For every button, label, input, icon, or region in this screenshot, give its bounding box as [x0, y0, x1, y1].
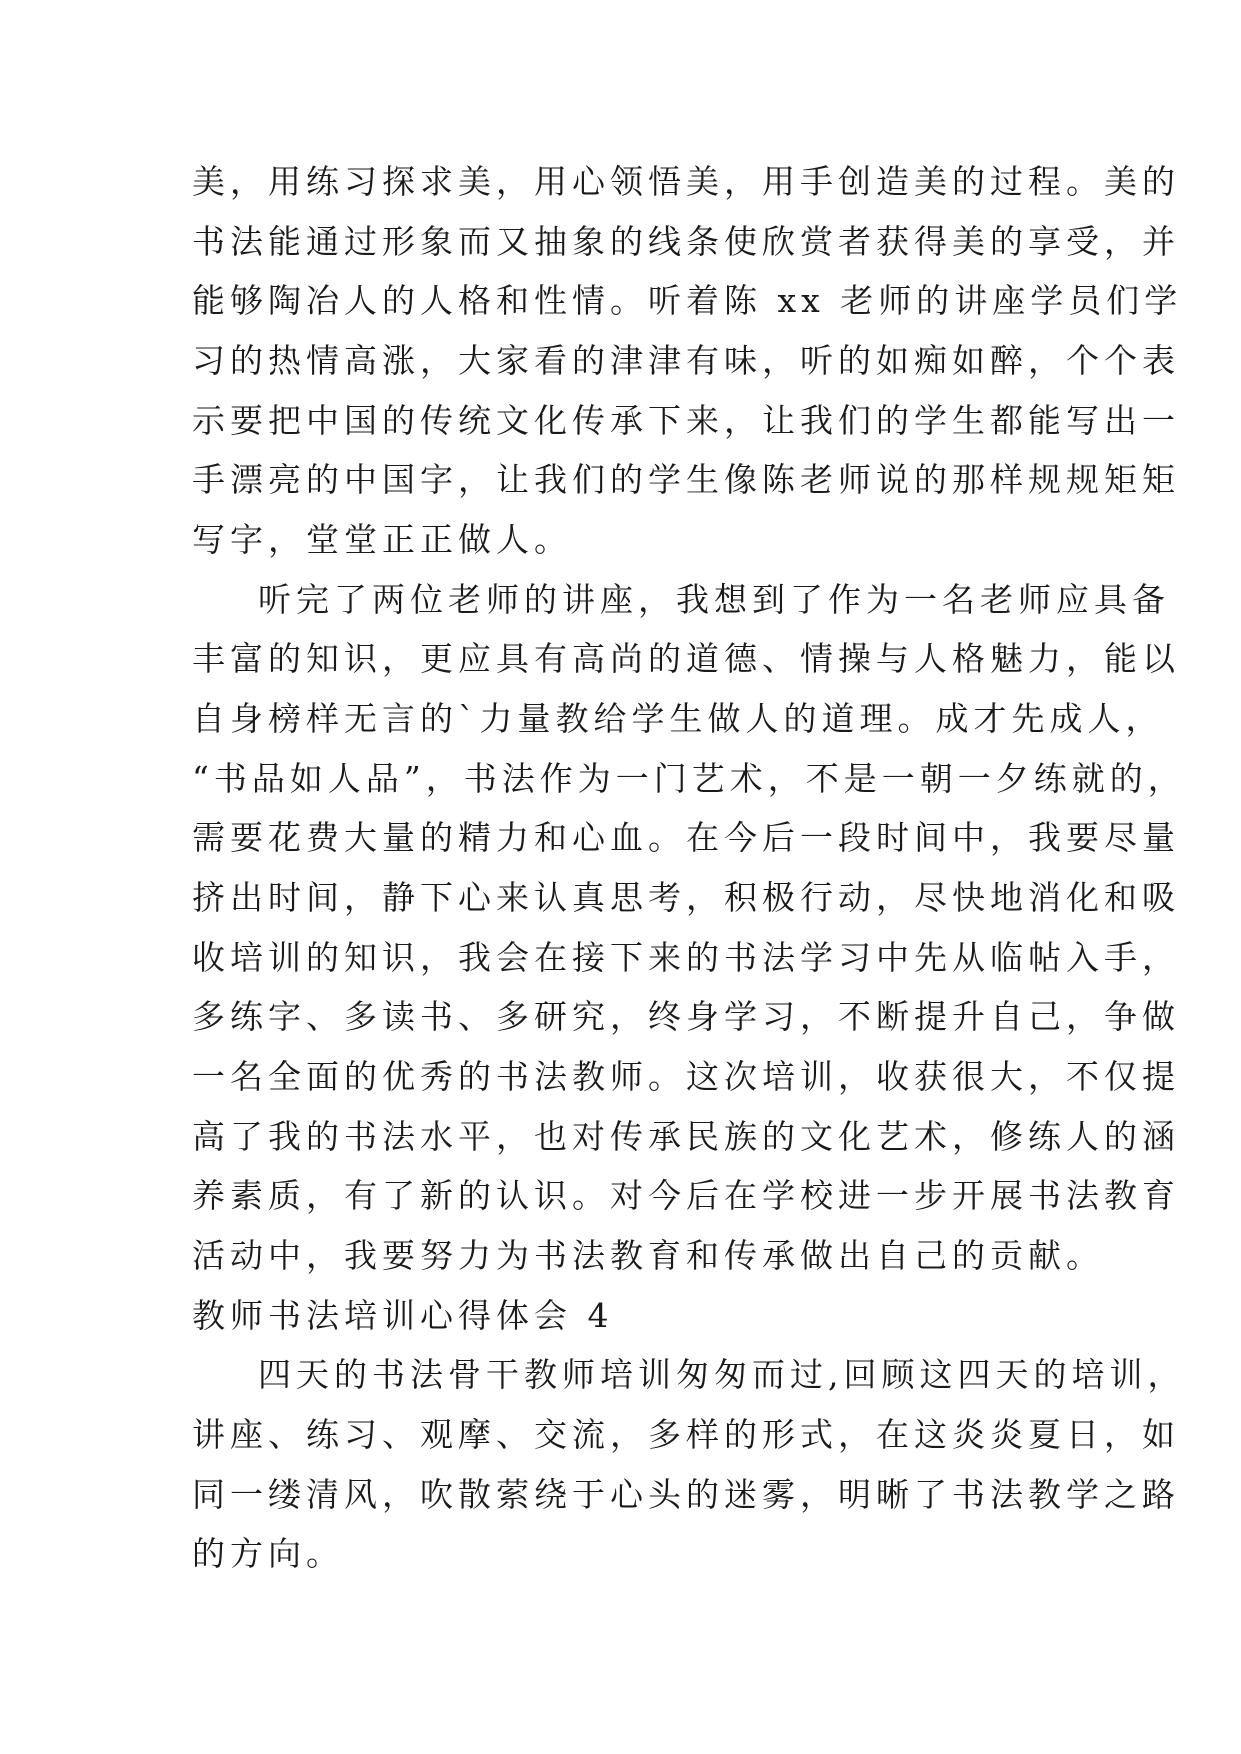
paragraph-first-line: 听完了两位老师的讲座，我想到了作为一名老师应具备 [258, 580, 1170, 619]
text-line: 多练字、多读书、多研究，终身学习，不断提升自己，争做 [192, 997, 1180, 1036]
text-line: 能够陶冶人的人格和性情。听着陈 xx 老师的讲座学员们学 [192, 281, 1183, 320]
text-line: 自身榜样无言的`力量教给学生做人的道理。成才先成人， [192, 699, 1164, 738]
paragraph-first-line: 四天的书法骨干教师培训匆匆而过,回顾这四天的培训， [258, 1355, 1186, 1394]
text-line: 需要花费大量的精力和心血。在今后一段时间中，我要尽量 [192, 818, 1180, 857]
text-line: 的方向。 [192, 1534, 344, 1573]
text-line: 手漂亮的中国字，让我们的学生像陈老师说的那样规规矩矩 [192, 460, 1180, 499]
text-line: “书品如人品”，书法作为一门艺术，不是一朝一夕练就的， [192, 759, 1186, 798]
text-line: 同一缕清风，吹散萦绕于心头的迷雾，明晰了书法教学之路 [192, 1475, 1180, 1514]
section-heading: 教师书法培训心得体会 4 [192, 1296, 614, 1335]
text-line: 丰富的知识，更应具有高尚的道德、情操与人格魅力，能以 [192, 639, 1180, 678]
text-line: 挤出时间，静下心来认真思考，积极行动，尽快地消化和吸 [192, 878, 1180, 917]
text-line: 写字，堂堂正正做人。 [192, 520, 572, 559]
text-line: 美，用练习探求美，用心领悟美，用手创造美的过程。美的 [192, 162, 1180, 201]
text-line: 收培训的知识，我会在接下来的书法学习中先从临帖入手， [192, 938, 1180, 977]
text-line: 讲座、练习、观摩、交流，多样的形式，在这炎炎夏日，如 [192, 1415, 1180, 1454]
text-line: 一名全面的优秀的书法教师。这次培训，收获很大，不仅提 [192, 1057, 1180, 1096]
text-line: 养素质，有了新的认识。对今后在学校进一步开展书法教育 [192, 1176, 1180, 1215]
text-line: 示要把中国的传统文化传承下来，让我们的学生都能写出一 [192, 401, 1180, 440]
text-line: 活动中，我要努力为书法教育和传承做出自己的贡献。 [192, 1236, 1104, 1275]
text-line: 书法能通过形象而又抽象的线条使欣赏者获得美的享受，并 [192, 222, 1180, 261]
text-line: 高了我的书法水平，也对传承民族的文化艺术，修练人的涵 [192, 1117, 1180, 1156]
text-line: 习的热情高涨，大家看的津津有味，听的如痴如醉，个个表 [192, 341, 1180, 380]
